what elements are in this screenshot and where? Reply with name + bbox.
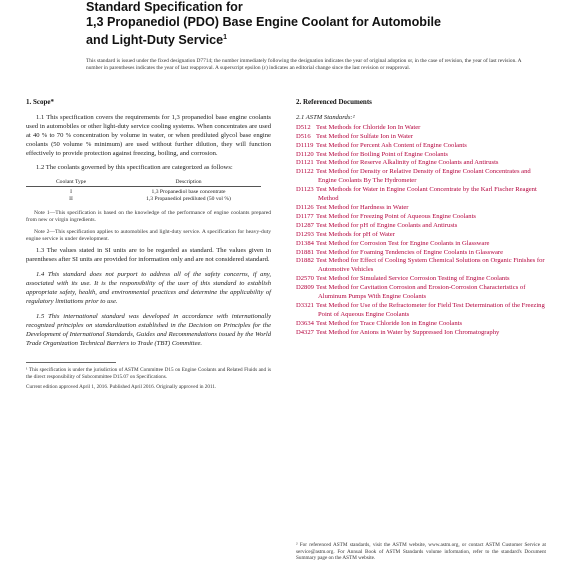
table-header-row [26, 179, 261, 187]
references-heading: 2. Referenced Documents [296, 98, 372, 106]
note-1: Note 1—This specification is based on the knowledge of the performance of engine coolants prepared from new or virgin ingredients. [26, 209, 271, 224]
reference-code-link[interactable]: D512 [296, 123, 311, 131]
reference-code-link[interactable]: D1384 [296, 239, 314, 247]
title-line-1: Standard Specification for [86, 0, 243, 14]
reference-title-link[interactable]: Test Method for pH of Engine Coolants and Antirusts [316, 221, 458, 229]
right-column [296, 98, 546, 338]
scope-heading: 1. Scope* [26, 98, 54, 106]
table-header-cell: Description [175, 179, 202, 186]
reference-title-link[interactable]: Test Method for Foaming Tendencies of Engine Coolants in Glassware [316, 248, 504, 256]
reference-title-link[interactable]: Test Methods for Water in Engine Coolant Concentrate by the Karl Fischer Reagent Method [316, 186, 537, 203]
designation-note: This standard is issued under the fixed designation D7714; the number immediately following the designation indicates the year of original adoption or, in the case of revision, the year of last revision. A number in parentheses indicates the year of last reapproval. A superscript epsilon (ε) indicates an editorial change since the last revision or reapproval. [86, 58, 522, 71]
footnote-edition: Current edition approved April 1, 2016. Published April 2016. Originally approved in 2011. [26, 383, 217, 390]
reference-title-link[interactable]: Test Method for Reserve Alkalinity of Engine Coolants and Antirusts [316, 159, 499, 167]
reference-item[interactable] [296, 320, 546, 329]
reference-title-link[interactable]: Test Method for Boiling Point of Engine Coolants [316, 150, 448, 158]
reference-title-link[interactable]: Test Method for Sulfate Ion in Water [316, 132, 414, 140]
reference-code-link[interactable]: D1119 [296, 141, 314, 149]
reference-code-link[interactable]: D1120 [296, 150, 314, 158]
reference-item[interactable] [296, 222, 546, 231]
reference-code-link[interactable]: D1126 [296, 203, 314, 211]
reference-title-link[interactable]: Test Method for Simulated Service Corrosion Testing of Engine Coolants [316, 275, 510, 283]
reference-item[interactable] [296, 240, 546, 249]
reference-item[interactable] [296, 329, 546, 338]
reference-code-link[interactable]: D516 [296, 132, 311, 140]
reference-title-link[interactable]: Test Method for Use of the Refractometer for Field Test Determination of the Freezing Point of Aqueous Engine Coolants [316, 301, 545, 318]
reference-code-link[interactable]: D2809 [296, 284, 314, 292]
right-footnote [296, 542, 546, 565]
reference-item[interactable] [296, 151, 546, 160]
document-title [86, 0, 526, 48]
note-2: Note 2—This specification applies to automobiles and light-duty service. A specification for heavy-duty engine service is under development. [26, 228, 271, 242]
reference-item[interactable] [296, 213, 546, 222]
footnote-2: ² For referenced ASTM standards, visit the ASTM website, www.astm.org, or contact ASTM Customer Service at service@astm.org. For Annual Book of ASTM Standards volume information, refer to the standard's Document Summary page on the ASTM website. [296, 542, 546, 562]
reference-list [296, 124, 546, 338]
reference-title-link[interactable]: Test Methods for Chloride Ion In Water [316, 123, 421, 131]
paragraph-1-4: 1.4 This standard does not purport to address all of the safety concerns, if any, associated with its use. It is the responsibility of the user of this standard to establish appropriate safety, health, and environmental practices and determine the applicability of regulatory limitations prior to use. [26, 271, 271, 305]
table-header-cell: Coolant Type [55, 179, 87, 186]
footnote-1: ¹ This specification is under the jurisdiction of ASTM Committee D15 on Engine Coolants and Related Fluids and is the direct responsibility of Subcommittee D15.07 on Specifications. [26, 367, 271, 381]
coolant-type-table [26, 179, 261, 202]
reference-item[interactable] [296, 275, 546, 284]
table-row [26, 196, 261, 203]
title-line-2: 1,3 Propanediol (PDO) Base Engine Coolant for Automobile [86, 15, 441, 29]
reference-item[interactable] [296, 142, 546, 151]
reference-code-link[interactable]: D1287 [296, 221, 314, 229]
paragraph-1-2: 1.2 The coolants governed by this specification are categorized as follows: [36, 164, 233, 172]
reference-code-link[interactable]: D2570 [296, 275, 314, 283]
paragraph-1-1: 1.1 This specification covers the requirements for 1,3 propanediol base engine coolants used in automobiles or other light-duty service cooling systems. When concentrates are used at 40 % to 70 % concentration by volume in water, or when prediluted glycol base engine coolants (50 volume % minimum) are used without further dilution, they will function effectively to provide protection against freezing, boiling, and corrosion. [26, 113, 271, 157]
reference-code-link[interactable]: D3634 [296, 319, 314, 327]
reference-title-link[interactable]: Test Method for Freezing Point of Aqueous Engine Coolants [316, 212, 476, 220]
table-cell: 1,3 Propanediol prediluted (50 vol %) [146, 195, 231, 202]
paragraph-1-3: 1.3 The values stated in SI units are to be regarded as standard. The values given in parentheses after SI units are provided for information only and are not considered standard. [26, 247, 271, 264]
reference-code-link[interactable]: D1121 [296, 159, 314, 167]
reference-item[interactable] [296, 204, 546, 213]
reference-item[interactable] [296, 302, 546, 320]
reference-item[interactable] [296, 284, 546, 302]
reference-code-link[interactable]: D1882 [296, 257, 314, 265]
left-column [26, 98, 271, 393]
astm-standards-label: 2.1 ASTM Standards:² [296, 113, 355, 121]
table-cell: II [69, 195, 73, 202]
reference-item[interactable] [296, 249, 546, 258]
reference-item[interactable] [296, 124, 546, 133]
reference-title-link[interactable]: Test Method for Density or Relative Density of Engine Coolant Concentrates and Engine Coolants By The Hydrometer [316, 168, 531, 185]
reference-title-link[interactable]: Test Method for Cavitation Corrosion and Erosion-Corrosion Characteristics of Aluminum Pumps With Engine Coolants [316, 284, 526, 301]
reference-item[interactable] [296, 257, 546, 275]
title-line-3: and Light-Duty Service$^1$ [86, 33, 228, 48]
table-row [26, 189, 261, 196]
reference-item[interactable] [296, 133, 546, 142]
reference-item[interactable] [296, 231, 546, 240]
reference-code-link[interactable]: D1177 [296, 212, 314, 220]
reference-title-link[interactable]: Test Method for Effect of Cooling System Chemical Solutions on Organic Finishes for Automotive Vehicles [316, 257, 545, 274]
reference-title-link[interactable]: Test Method for Percent Ash Content of Engine Coolants [316, 141, 467, 149]
reference-title-link[interactable]: Test Method for Hardness in Water [316, 203, 409, 211]
title-footnote-marker: 1 [223, 34, 228, 41]
reference-title-link[interactable]: Test Methods for pH of Water [316, 230, 395, 238]
reference-title-link[interactable]: Test Method for Anions in Water by Suppressed Ion Chromatography [316, 328, 500, 336]
reference-title-link[interactable]: Test Method for Trace Chloride Ion in Engine Coolants [316, 319, 463, 327]
reference-code-link[interactable]: D3321 [296, 301, 314, 309]
reference-item[interactable] [296, 159, 546, 168]
reference-item[interactable] [296, 168, 546, 186]
reference-code-link[interactable]: D4327 [296, 328, 314, 336]
footnote-divider [26, 362, 116, 363]
reference-code-link[interactable]: D1293 [296, 230, 314, 238]
reference-title-link[interactable]: Test Method for Corrosion Test for Engine Coolants in Glassware [316, 239, 490, 247]
reference-code-link[interactable]: D1881 [296, 248, 314, 256]
paragraph-1-5: 1.5 This international standard was developed in accordance with internationally recognized principles on standardization established in the Decision on Principles for the Development of International Standards, Guides and Recommendations issued by the World Trade Organization Technical Barriers to Trade (TBT) Committee. [26, 312, 271, 347]
reference-code-link[interactable]: D1123 [296, 186, 314, 194]
reference-code-link[interactable]: D1122 [296, 168, 314, 176]
reference-item[interactable] [296, 186, 546, 204]
table-cell: 1,3 Propanediol base concentrate [151, 189, 226, 196]
table-cell: I [70, 189, 72, 196]
